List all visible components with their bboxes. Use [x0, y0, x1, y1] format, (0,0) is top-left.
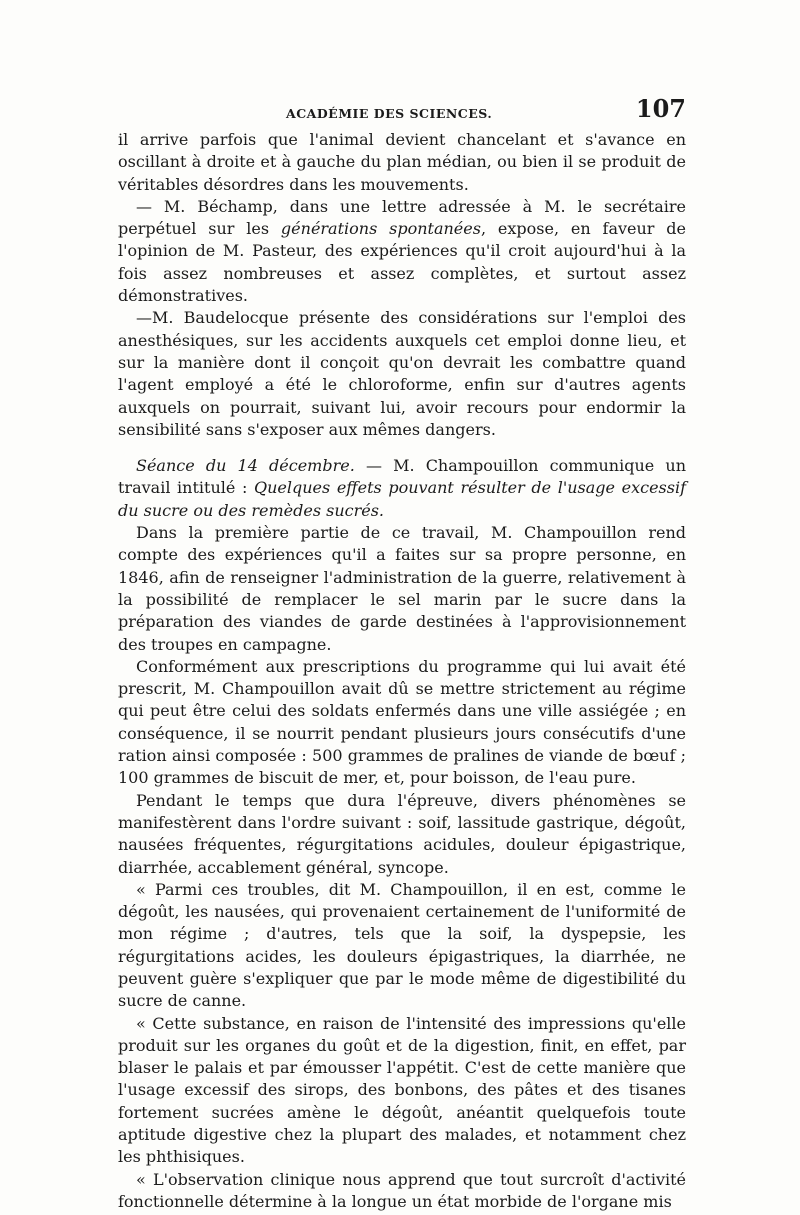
paragraph: il arrive parfois que l'animal devient chancelant et s'avance en oscillant à droite et à gauche du plan médian, ou bien il se produit de véritables désordres dans les mouvements.: [118, 130, 686, 194]
paragraph: Conformément aux prescriptions du programme qui lui avait été prescrit, M. Champouillon avait dû se mettre strictement au régime qui peut être celui des soldats enfermés dans une ville assiégée ; en conséquence, il se nourrit pendant plusieurs jours consécutifs d'une ration ainsi composée : 500 grammes de pralines de viande de bœuf ; 100 grammes de biscuit de mer, et, pour boisson, de l'eau pure.: [118, 656, 686, 788]
paragraph-text: — M. Champouillon communique un travail intitulé :: [118, 456, 686, 498]
quote-paragraph: « Parmi ces troubles, dit M. Champouillon, il en est, comme le dégoût, les nausées, qui provenaient certainement de l'uniformité de mon régime ; d'autres, tels que la soif, la dyspepsie, les régurgitations acides, les douleurs épigastriques, la diarrhée, ne peuvent guère s'expliquer que par le mode même de digestibilité du sucre de canne.: [118, 879, 686, 1011]
session-date: Séance du 14 décembre.: [136, 456, 355, 476]
body-text: [118, 129, 686, 1213]
paragraph: [118, 196, 686, 307]
work-title: Quelques effets pouvant résulter de l'usage excessif du sucre ou des remèdes sucrés.: [118, 478, 686, 520]
session-paragraph: [118, 455, 686, 522]
page-number: 107: [635, 94, 686, 123]
paragraph: —M. Baudelocque présente des considérations sur l'emploi des anesthésiques, sur les accidents auxquels cet emploi donne lieu, et sur la manière dont il conçoit qu'on devrait les combattre quand l'agent employé a été le chloroforme, enfin sur d'autres agents auxquels on pourrait, suivant lui, avoir recours pour endormir la sensibilité sans s'exposer aux mêmes dangers.: [118, 308, 686, 439]
running-head: ACADÉMIE DES SCIENCES.: [286, 106, 493, 121]
page-header: [118, 92, 686, 126]
quote-paragraph: « L'observation clinique nous apprend que tout surcroît d'activité fonctionnelle détermine à la longue un état morbide de l'organe mis: [118, 1169, 686, 1211]
quote-paragraph: « Cette substance, en raison de l'intensité des impressions qu'elle produit sur les organes du goût et de la digestion, finit, en effet, par blaser le palais et par émousser l'appétit. C'est de cette manière que l'usage excessif des sirops, des bonbons, des pâtes et des tisanes fortement sucrées amène le dégoût, anéantit quelquefois toute aptitude digestive chez la plupart des malades, et notamment chez les phthisiques.: [118, 1013, 686, 1167]
paragraph: Dans la première partie de ce travail, M. Champouillon rend compte des expériences qu'il a faites sur sa propre personne, en 1846, afin de renseigner l'administration de la guerre, relativement à la possibilité de remplacer le sel marin par le sucre dans la préparation des viandes de garde destinées à l'approvisionnement des troupes en campagne.: [118, 523, 686, 654]
paragraph-text: , expose, en faveur de l'opinion de M. Pasteur, des expériences qu'il croit aujourd'hui à la fois assez nombreuses et assez complètes, et surtout assez démonstratives.: [118, 219, 687, 306]
paragraph: Pendant le temps que dura l'épreuve, divers phénomènes se manifestèrent dans l'ordre suivant : soif, lassitude gastrique, dégoût, nausées fréquentes, régurgitations acidules, douleur épigastrique, diarrhée, accablement général, syncope.: [118, 790, 686, 877]
paragraph-text: — M. Béchamp, dans une lettre adressée à M. le secrétaire perpétuel sur les: [118, 196, 686, 239]
italic-term: générations spontanées: [280, 219, 481, 239]
